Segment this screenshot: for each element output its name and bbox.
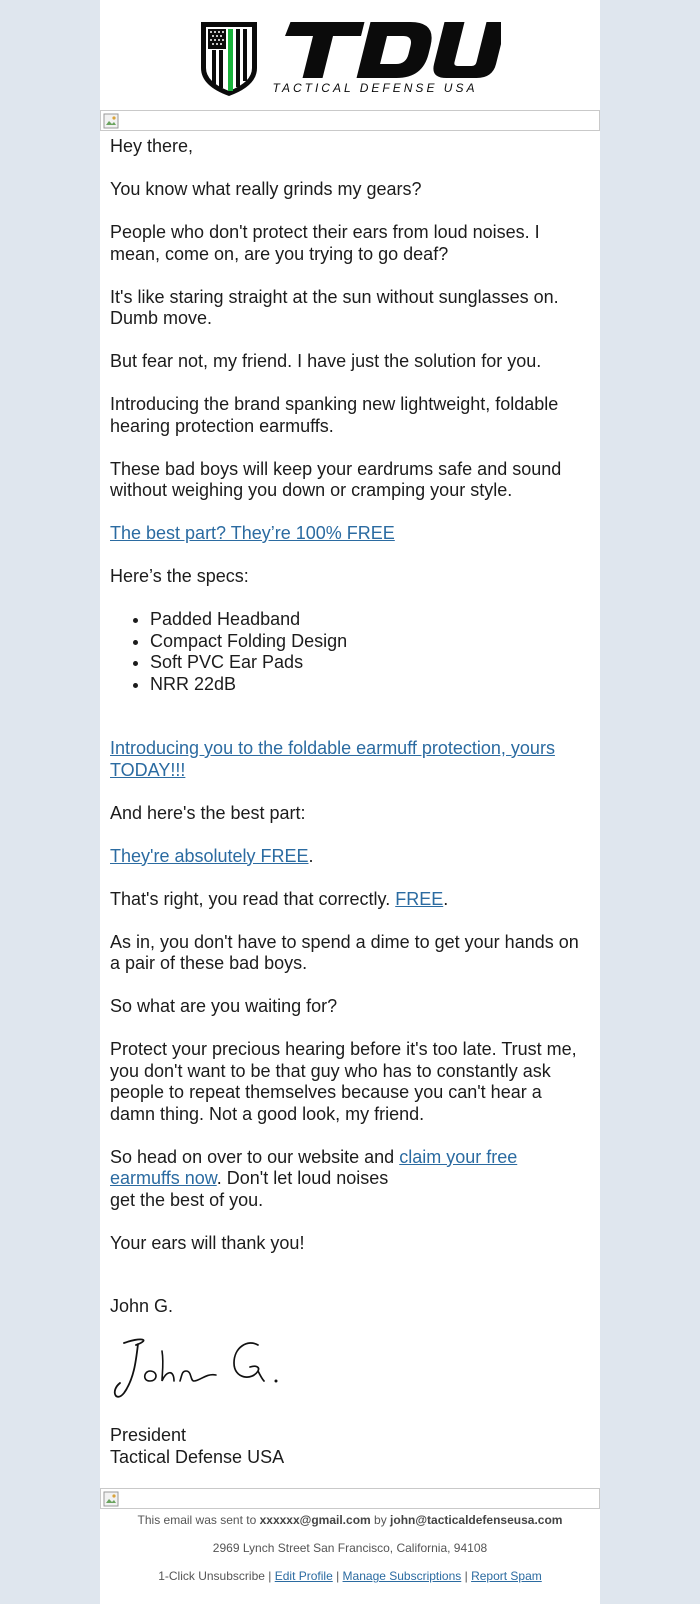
paragraph: You know what really grinds my gears? — [110, 179, 422, 199]
logo-graphic — [199, 20, 501, 98]
specs-intro: Here’s the specs: — [110, 566, 249, 586]
head-text: . Don't let loud noises — [216, 1168, 389, 1188]
list-item: • Compact Folding Design — [150, 631, 590, 653]
sender-company: Tactical Defense USA — [110, 1446, 285, 1467]
right-text: That's right, you read that correctly. — [110, 888, 396, 909]
separator: | — [461, 1569, 472, 1583]
sender-email: john@tacticaldefenseusa.com — [390, 1513, 563, 1527]
broken-image-icon — [103, 113, 119, 129]
head-over-paragraph — [110, 1147, 590, 1212]
sender-name: John G. — [110, 1296, 174, 1316]
paragraph: People who don't protect their ears from loud noises. I mean, come on, are you trying to go deaf? — [110, 222, 540, 264]
sent-to-line — [100, 1512, 600, 1540]
head-text: get the best of you. — [110, 1189, 264, 1210]
list-item: • Padded Headband — [150, 609, 590, 631]
specs-list — [110, 609, 590, 695]
banner-image-placeholder — [100, 110, 600, 131]
recipient-email: xxxxxx@gmail.com — [259, 1513, 371, 1527]
separator: | — [332, 1569, 343, 1583]
footer-text: by — [370, 1513, 391, 1527]
separator: | — [264, 1569, 275, 1583]
claim-earmuffs-link[interactable]: claim your free earmuffs now — [110, 1146, 518, 1188]
edit-profile-link[interactable]: Edit Profile — [274, 1569, 333, 1583]
logo-tagline: TACTICAL DEFENSE USA — [272, 81, 478, 95]
footer-text: This email was sent to — [137, 1513, 260, 1527]
list-item: • Soft PVC Ear Pads — [150, 652, 590, 674]
free-link-2[interactable]: FREE — [395, 888, 444, 909]
free-link[interactable]: They're absolutely FREE — [110, 845, 309, 866]
paragraph: These bad boys will keep your eardrums safe and sound without weighing you down or cramping your style. — [110, 458, 562, 500]
email-container — [100, 0, 600, 1604]
footer-image-placeholder — [100, 1488, 600, 1509]
paragraph: So what are you waiting for? — [110, 996, 338, 1016]
greeting: Hey there, — [110, 136, 194, 156]
broken-image-icon — [103, 1491, 119, 1507]
email-body — [110, 136, 590, 1490]
intro-offer-link[interactable]: Introducing you to the foldable earmuff protection, yours TODAY!!! — [110, 738, 555, 780]
report-spam-link[interactable]: Report Spam — [471, 1569, 542, 1583]
footer-links — [100, 1568, 600, 1596]
paragraph: But fear not, my friend. I have just the solution for you. — [110, 351, 542, 371]
head-text: So head on over to our website and — [110, 1146, 400, 1167]
handwritten-signature — [110, 1339, 590, 1425]
intro-link-paragraph — [110, 738, 590, 781]
signature-graphic — [110, 1331, 290, 1401]
manage-subscriptions-link[interactable]: Manage Subscriptions — [342, 1569, 462, 1583]
email-header — [100, 0, 600, 110]
punctuation: . — [443, 888, 449, 909]
paragraph: As in, you don't have to spend a dime to get your hands on a pair of these bad boys. — [110, 931, 579, 973]
paragraph: It's like staring straight at the sun without sunglasses on. Dumb move. — [110, 286, 559, 328]
free-paragraph — [110, 846, 590, 868]
right-paragraph — [110, 889, 590, 911]
paragraph: Your ears will thank you! — [110, 1232, 305, 1253]
email-footer — [100, 1512, 600, 1596]
best-part-link[interactable]: The best part? They’re 100% FREE — [110, 523, 395, 543]
paragraph: Protect your precious hearing before it's too late. Trust me, you don't want to be that guy who has to constantly ask people to repeat themselves because you can't hear a damn thing. Not a good look, my friend. — [110, 1039, 577, 1124]
paragraph: And here's the best part: — [110, 802, 306, 823]
list-item: • NRR 22dB — [150, 674, 590, 696]
unsubscribe-text[interactable]: 1-Click Unsubscribe — [158, 1569, 265, 1583]
tdu-logo[interactable] — [199, 20, 501, 98]
mailing-address: 2969 Lynch Street San Francisco, California, 94108 — [212, 1541, 488, 1555]
sender-title: President — [110, 1425, 187, 1445]
punctuation: . — [308, 845, 314, 866]
best-part-paragraph — [110, 523, 590, 545]
paragraph: Introducing the brand spanking new lightweight, foldable hearing protection earmuffs. — [110, 394, 559, 436]
